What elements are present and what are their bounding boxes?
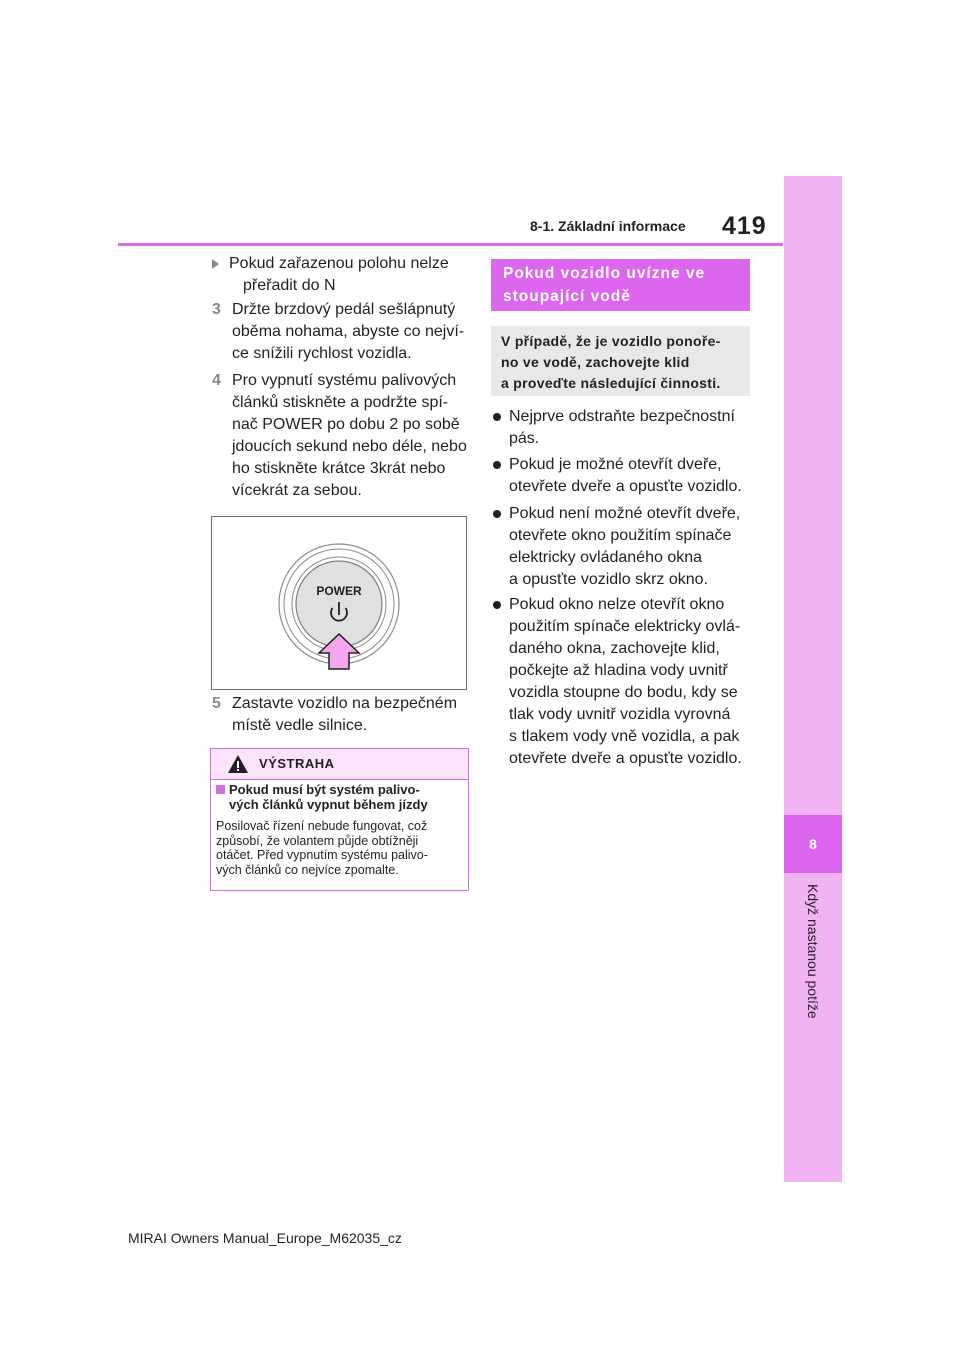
note-text <box>501 331 746 394</box>
footer-text: MIRAI Owners Manual_Europe_M62035_cz <box>128 1230 402 1246</box>
step-text <box>232 299 477 365</box>
power-switch-illustration <box>211 516 467 690</box>
bullet-dot-icon <box>493 510 501 518</box>
bullet-text <box>509 503 759 591</box>
step-line: ho stiskněte krátce 3krát nebo <box>232 460 446 477</box>
page-number: 419 <box>722 212 767 240</box>
chapter-title-vertical <box>785 884 841 1034</box>
step-line: Držte brzdový pedál sešlápnutý <box>232 301 456 318</box>
bullet-line: daného okna, zachovejte klid, <box>509 640 720 657</box>
step-text <box>232 693 477 737</box>
square-bullet-icon <box>216 785 225 794</box>
bullet-item <box>493 503 758 593</box>
step-line: místě vedle silnice. <box>232 717 368 734</box>
step-line: nač POWER po dobu 2 po sobě <box>232 416 460 433</box>
step-line: Zastavte vozidlo na bezpečném <box>232 695 458 712</box>
bullet-line: použitím spínače elektricky ovlá- <box>509 618 741 635</box>
step-5 <box>212 693 472 741</box>
intro-block <box>212 253 472 303</box>
warning-title: VÝSTRAHA <box>259 756 335 771</box>
section-title: 8-1. Základní informace <box>530 218 686 234</box>
intro-line: přeřadit do N <box>243 277 336 294</box>
step-line: Pro vypnutí systému palivových <box>232 372 457 389</box>
intro-text <box>229 253 474 297</box>
bullet-dot-icon <box>493 461 501 469</box>
power-button-label: POWER <box>316 584 362 598</box>
bullet-item <box>493 406 758 452</box>
note-line: no ve vodě, zachovejte klid <box>501 354 690 370</box>
warning-body <box>216 819 466 877</box>
bullet-dot-icon <box>493 413 501 421</box>
step-line: vícekrát za sebou. <box>232 482 362 499</box>
bullet-line: vozidla stoupne do bodu, kdy se <box>509 684 738 701</box>
step-3 <box>212 299 472 369</box>
warning-body-line: vých článků co nejvíce zpomalte. <box>216 862 399 877</box>
bullet-line: pás. <box>509 430 540 447</box>
step-text <box>232 370 477 502</box>
bullet-line: otevřete dveře a opusťte vozidlo. <box>509 750 742 767</box>
bullet-line: Pokud okno nelze otevřít okno <box>509 596 725 613</box>
bullet-text <box>509 594 759 770</box>
note-box <box>491 326 750 396</box>
warning-triangle-icon <box>227 754 249 774</box>
warning-header <box>211 749 468 780</box>
bullet-line: otevřete okno použitím spínače <box>509 527 732 544</box>
step-number: 5 <box>212 695 221 712</box>
warning-subheading-line: vých článků vypnut během jízdy <box>229 797 428 812</box>
warning-body-line: otáčet. Před vypnutím systému palivo- <box>216 848 428 862</box>
section-heading-box <box>491 259 750 311</box>
bullet-line: počkejte až hladina vody uvnitř <box>509 662 728 679</box>
step-line: jdoucích sekund nebo déle, nebo <box>232 438 467 455</box>
power-switch-svg <box>212 517 466 689</box>
bullet-line: Nejprve odstraňte bezpečnostní <box>509 408 735 425</box>
step-number: 3 <box>212 301 221 318</box>
section-heading <box>503 262 743 308</box>
header-divider <box>118 243 783 246</box>
note-line: a proveďte následující činnosti. <box>501 375 721 391</box>
bullet-item <box>493 454 758 500</box>
bullet-text <box>509 406 759 450</box>
bullet-dot-icon <box>493 601 501 609</box>
step-4 <box>212 370 472 505</box>
bullet-line: a opusťte vozidlo skrz okno. <box>509 571 708 588</box>
bullet-line: Pokud je možné otevřít dveře, <box>509 456 722 473</box>
step-number: 4 <box>212 372 221 389</box>
bullet-text <box>509 454 759 498</box>
intro-line: Pokud zařazenou polohu nelze <box>229 255 449 272</box>
warning-body-line: způsobí, že volantem půjde obtížněji <box>216 833 419 848</box>
warning-subheading-line: Pokud musí být systém palivo- <box>229 782 420 797</box>
step-line: článků stiskněte a podržte spí- <box>232 394 449 411</box>
note-line: V případě, že je vozidlo ponoře- <box>501 333 721 349</box>
chapter-number-tab[interactable]: 8 <box>784 815 842 873</box>
step-line: ce snížili rychlost vozidla. <box>232 345 412 362</box>
warning-subheading <box>229 782 465 812</box>
step-line: oběma nohama, abyste co nejví- <box>232 323 465 340</box>
bullet-line: elektricky ovládaného okna <box>509 549 703 566</box>
warning-body-line: Posilovač řízení nebude fungovat, což <box>216 819 428 833</box>
bullet-line: otevřete dveře a opusťte vozidlo. <box>509 478 742 495</box>
section-heading-line: stoupající vodě <box>503 288 631 305</box>
section-heading-line: Pokud vozidlo uvízne ve <box>503 265 706 282</box>
warning-box <box>210 748 469 891</box>
bullet-line: tlak vody uvnitř vozidla vyrovná <box>509 706 731 723</box>
bullet-line: s tlakem vody vně vozidla, a pak <box>509 728 740 745</box>
bullet-item <box>493 594 758 772</box>
bullet-line: Pokud není možné otevřít dveře, <box>509 505 741 522</box>
triangle-bullet-icon <box>212 259 219 269</box>
chapter-title-text: Když nastanou potíže <box>805 884 821 1019</box>
